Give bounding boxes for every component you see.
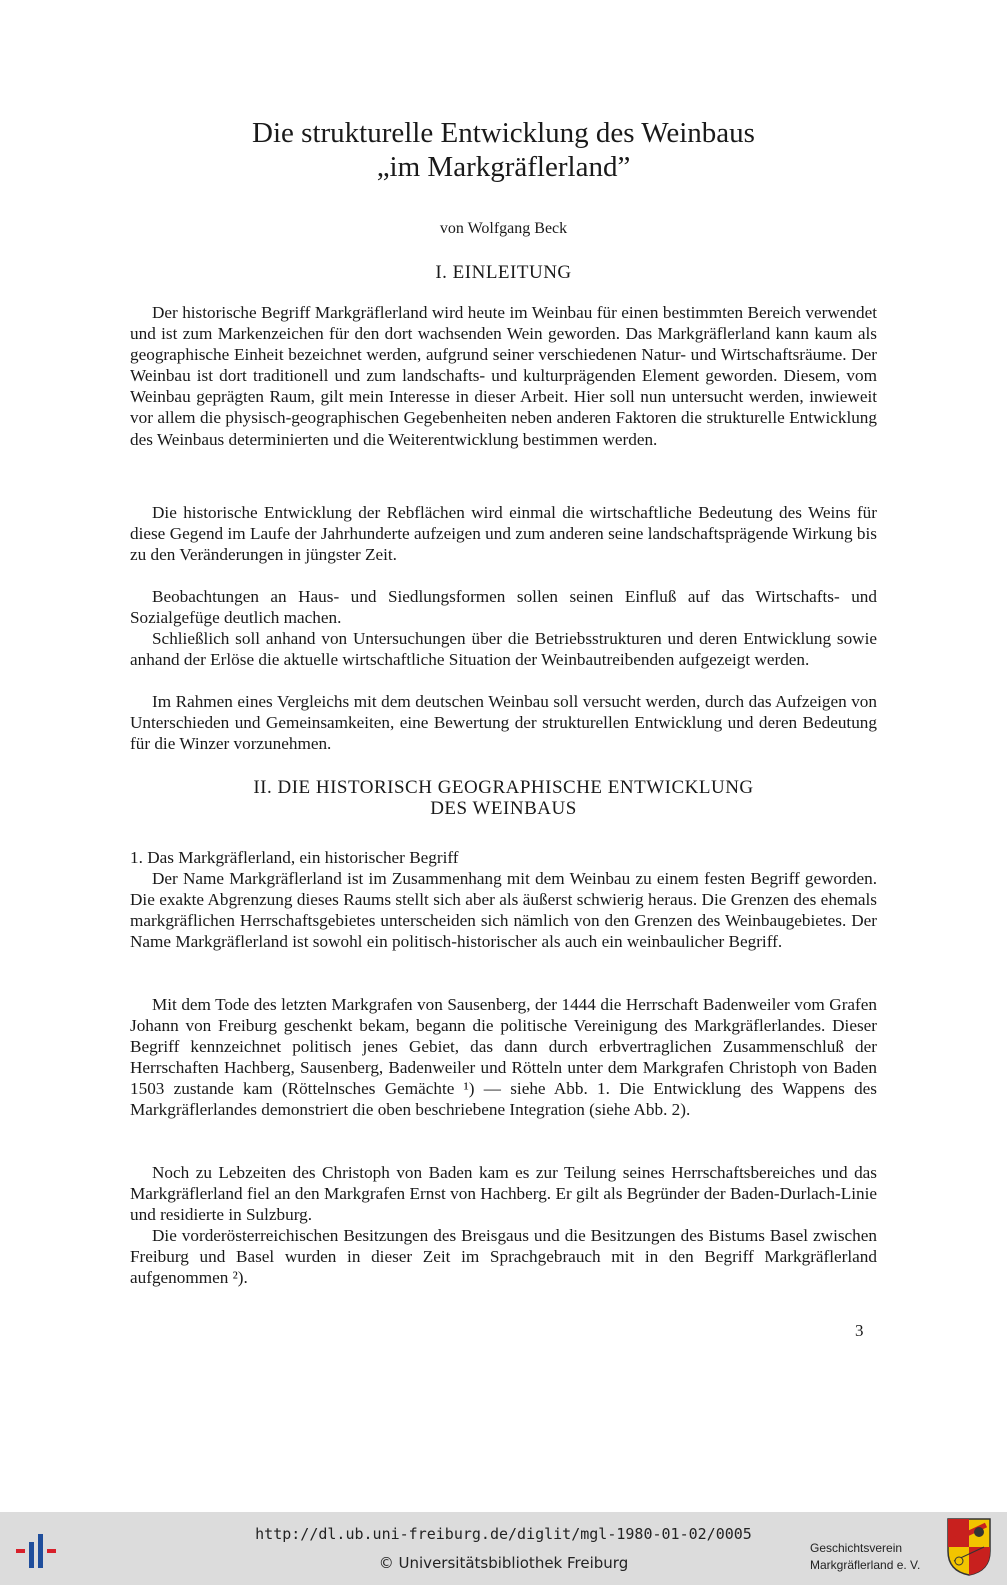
document-title [130,116,877,184]
paragraph: Der Name Markgräflerland ist im Zusammenhang mit dem Weinbau zu einem festen Begriff geworden. Die exakte Abgrenzung dieses Raums stellt sich aber als äußerst schwierig heraus. Die Grenzen des ehemals markgräflichen Herrschaftsgebietes unterscheiden sich nämlich von den Grenzen des Weinbaugebietes. Der Name Markgräflerland ist sowohl ein politisch-historischer als auch ein weinbaulicher Begriff. [130,869,877,952]
subheading: 1. Das Markgräflerland, ein historischer Begriff [130,848,459,867]
crest-icon [946,1517,992,1577]
title-line-2: „im Markgräflerland” [376,151,631,183]
section-heading-einleitung: I. EINLEITUNG [435,262,572,283]
society-name [810,1540,920,1574]
section-heading-line-2: DES WEINBAUS [430,798,577,819]
title-line-1: Die strukturelle Entwicklung des Weinbaus [252,117,755,149]
footer-url-text[interactable]: http://dl.ub.uni-freiburg.de/diglit/mgl-1980-01-02/0005 [255,1525,752,1543]
paragraph: Die vorderösterreichischen Besitzungen des Breisgaus und die Besitzungen des Bistums Basel zwischen Freiburg und Basel wurden in dieser Zeit im Sprachgebrauch mit in den Begriff Markgräflerland aufgenommen ²). [130,1226,877,1288]
section-heading-historisch [130,777,877,819]
paragraph: Der historische Begriff Markgräflerland wird heute im Weinbau für einen bestimmten Bereich verwendet und ist zum Markenzeichen für den dort wachsenden Wein geworden. Das Markgräflerland kann kaum als geographische Einheit bezeichnet werden, aufgrund seiner verschiedenen Natur- und Wirtschaftsräume. Der Weinbau ist dort traditionell und zum landschafts- und kulturprägenden Element geworden. Diesem, vom Weinbau geprägten Raum, gilt mein Interesse in dieser Arbeit. Hier soll nun untersucht werden, inwieweit vor allem die physisch-geographischen Gegebenheiten neben anderen Faktoren die strukturelle Entwicklung des Weinbaus determinierten und die Weiterentwicklung bestimmen werden. [130,303,877,449]
page-number: 3 [855,1321,864,1340]
paragraph: Schließlich soll anhand von Untersuchungen über die Betriebsstrukturen und deren Entwicklung sowie anhand der Erlöse die aktuelle wirtschaftliche Situation der Weinbautreibenden aufgezeigt werden. [130,629,877,670]
paragraph: Im Rahmen eines Vergleichs mit dem deutschen Weinbau soll versucht werden, durch das Aufzeigen von Unterschieden und Gemeinsamkeiten, eine Bewertung der strukturellen Entwicklung und deren Bedeutung für die Winzer vorzunehmen. [130,692,877,754]
paragraph: Beobachtungen an Haus- und Siedlungsformen sollen seinen Einfluß auf das Wirtschafts- und Sozialgefüge deutlich machen. [130,587,877,628]
author-line: von Wolfgang Beck [439,220,568,237]
paragraph: Mit dem Tode des letzten Markgrafen von Sausenberg, der 1444 die Herrschaft Badenweiler vom Grafen Johann von Freiburg geschenkt bekam, begann die politische Vereinigung des Markgräflerlandes. Dieser Begriff kennzeichnet politisch jenes Gebiet, das dann durch erbvertraglichen Zusammenschluß der Herrschaften Hachberg, Sausenberg, Badenweiler und Rötteln unter dem Markgrafen Christoph von Baden 1503 zustande kam (Röttelnsches Gemächte ¹) — siehe Abb. 1. Die Entwicklung des Wappens des Markgräflerlandes demonstriert die oben beschriebene Integration (siehe Abb. 2). [130,995,877,1120]
footer-copyright: © Universitätsbibliothek Freiburg [378,1554,629,1572]
society-line-1: Geschichtsverein [810,1541,903,1555]
society-line-2: Markgräflerland e. V. [810,1558,921,1572]
paragraph: Noch zu Lebzeiten des Christoph von Baden kam es zur Teilung seines Herrschaftsbereiches und das Markgräflerland fiel an den Markgrafen Ernst von Hachberg. Er gilt als Begründer der Baden-Durlach-Linie und residierte in Sulzburg. [130,1163,877,1225]
section-heading-line-1: II. DIE HISTORISCH GEOGRAPHISCHE ENTWICKLUNG [253,777,754,798]
footer-bar [0,1512,1007,1585]
paragraph: Die historische Entwicklung der Rebflächen wird einmal die wirtschaftliche Bedeutung des Weins für diese Gegend im Laufe der Jahrhunderte aufzeigen und zum anderen seine landschaftsprägende Wirkung bis zu den Veränderungen in jüngster Zeit. [130,503,877,565]
